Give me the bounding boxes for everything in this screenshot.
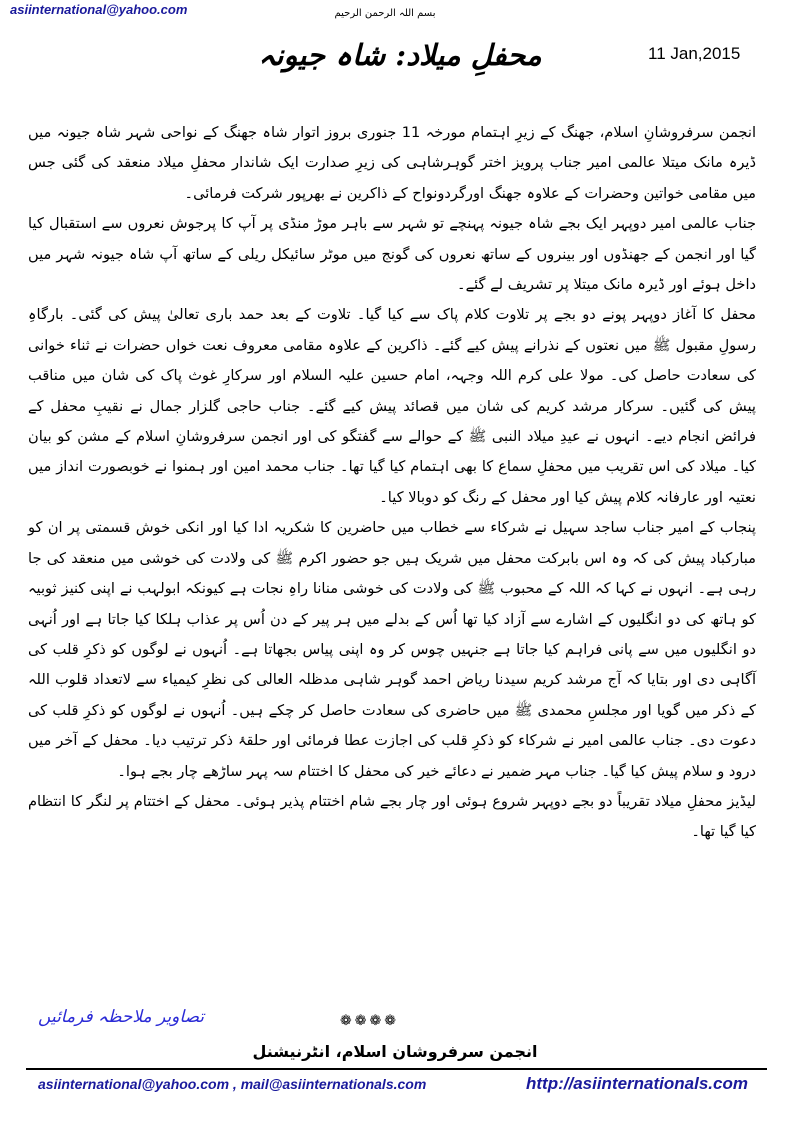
article-paragraph: محفل کا آغاز دوپہر پونے دو بجے پر تلاوت کلام پاک سے کیا گیا۔ تلاوت کے بعد حمد باری تعالیٰ پیش کی گئی۔ بارگاہِ رسولِ مقبول ﷺ میں نعتوں کے نذرانے پیش کیے گئے۔ ذاکرین کے علاوہ مقامی معروف نعت خواں حضرات نے ثناء خوانی کی سعادت حاصل کی۔ مولا علی کرم اللہ وجہہ، امام حسین علیہ السلام اور سرکارِ غوث پاک کی شان میں مناقب پیش کی گئیں۔ سرکار مرشد کریم کی شان میں قصائد پیش کیے گئے۔ جناب حاجی گلزار جمال نے نقیبِ محفل کے فرائض انجام دیے۔ انہوں نے عیدِ میلاد النبی ﷺ کے حوالے سے گفتگو کی اور انجمن سرفروشانِ اسلام کے مشن کو بیان کیا۔ میلاد کی اس تقریب میں محفلِ سماع کا بھی اہتمام کیا گیا تھا۔ جناب محمد امین اور ہمنوا نے خوبصورت انداز میں نعتیہ اور عارفانہ کلام پیش کیا اور محفل کے رنگ کو دوبالا کیا۔ bbox=[28, 306, 756, 506]
article-paragraph: پنجاب کے امیر جناب ساجد سہیل نے شرکاء سے خطاب میں حاضرین کا شکریہ ادا کیا اور انکی خوش قسمتی پر ان کو مبارکباد پیش کی کہ وہ اس بابرکت محفل میں شریک ہیں جو حضور اکرم ﷺ کی ولادت کی خوشی میں منعقد کی جا رہی ہے۔ انہوں نے کہا کہ اللہ کے محبوب ﷺ کی ولادت کی خوشی منانا راہِ نجات ہے کیونکہ ابولہب نے اپنی کنیز ثوبیہ کو ہاتھ کی دو انگلیوں کے اشارے سے آزاد کیا تھا اُس کے بدلے میں ہر پیر کے دن اُس پر عذاب ہلکا کیا جاتا ہے اور اُنہی دو انگلیوں میں سے پانی فراہم کیا جاتا ہے جنہیں چوس کر وہ اپنی پیاس بجھاتا ہے۔ اُنہوں نے لوگوں کو ذکرِ قلب کی آگاہی دی اور بتایا کہ آج مرشد کریم سیدنا ریاض احمد گوہر شاہی مدظلہ العالی کی نظرِ کیمیاء سے لاتعداد قلوب اللہ کے ذکر میں گویا اور مجلسِ محمدی ﷺ میں حاضری کی سعادت حاصل کر چکے ہیں۔ اُنہوں نے لوگوں کو ذکرِ قلب کی دعوت دی۔ جناب عالمی امیر نے شرکاء کو ذکرِ قلب کی اجازت عطا فرمائی اور حلقۂ ذکر ترتیب دیا۔ محفل کے آخر میں درود و سلام پیش کیا گیا۔ جناب مہر ضمیر نے دعائے خیر کی محفل کا اختتام سہ پہر ساڑھے چار بجے ہوا۔ bbox=[28, 519, 756, 780]
flower-ornament-icon: ❁❁❁❁ bbox=[340, 1013, 399, 1029]
organization-name: انجمن سرفروشان اسلام، انٹرنیشنل bbox=[252, 1042, 538, 1061]
header-email[interactable]: asiinternational@yahoo.com bbox=[10, 2, 188, 17]
article-date: 11 Jan,2015 bbox=[648, 44, 741, 63]
article-paragraph: جناب عالمی امیر دوپہر ایک بجے شاہ جیونہ پہنچے تو شہر سے باہر موڑ منڈی پر آپ کا پرجوش نعروں سے استقبال کیا گیا اور انجمن کے جھنڈوں اور بینروں کے ساتھ نعروں کی گونج میں موٹر سائیکل ریلی کے ساتھ آپ شاہ جیونہ شہر میں داخل ہوئے اور ڈیرہ مانک میتلا پر تشریف لے گئے۔ bbox=[28, 215, 756, 294]
website-link[interactable]: http://asiinternationals.com bbox=[526, 1074, 748, 1093]
article-paragraph: لیڈیز محفلِ میلاد تقریباً دو بجے دوپہر شروع ہوئی اور چار بجے شام اختتام پذیر ہوئی۔ محفل کے اختتام پر لنگر کا انتظام کیا گیا تھا۔ bbox=[28, 792, 756, 841]
footer-emails[interactable]: asiinternational@yahoo.com , mail@asiinternationals.com bbox=[38, 1076, 427, 1092]
footer-divider bbox=[26, 1068, 767, 1070]
bismillah-heading: بسم اللہ الرحمن الرحیم bbox=[334, 8, 436, 19]
article-paragraph: انجمن سرفروشانِ اسلام، جھنگ کے زیرِ اہتمام مورخہ 11 جنوری بروز اتوار شاہ جھنگ کے نواحی شہر شاہ جیونہ میں ڈیرہ مانک میتلا عالمی امیر جناب پرویز اختر گوہرشاہی کی زیرِ صدارت ایک شاندار محفلِ میلاد منعقد کی گئی جس میں مقامی خواتین وحضرات کے علاوہ جھنگ اورگردونواح کے ذاکرین نے بھرپور شرکت فرمائی۔ bbox=[28, 124, 756, 202]
article-body bbox=[28, 118, 756, 848]
page-title: محفلِ میلاد: شاہ جیونہ bbox=[258, 38, 542, 72]
photo-gallery-link[interactable]: تصاویر ملاحظہ فرمائیں bbox=[38, 1007, 205, 1027]
